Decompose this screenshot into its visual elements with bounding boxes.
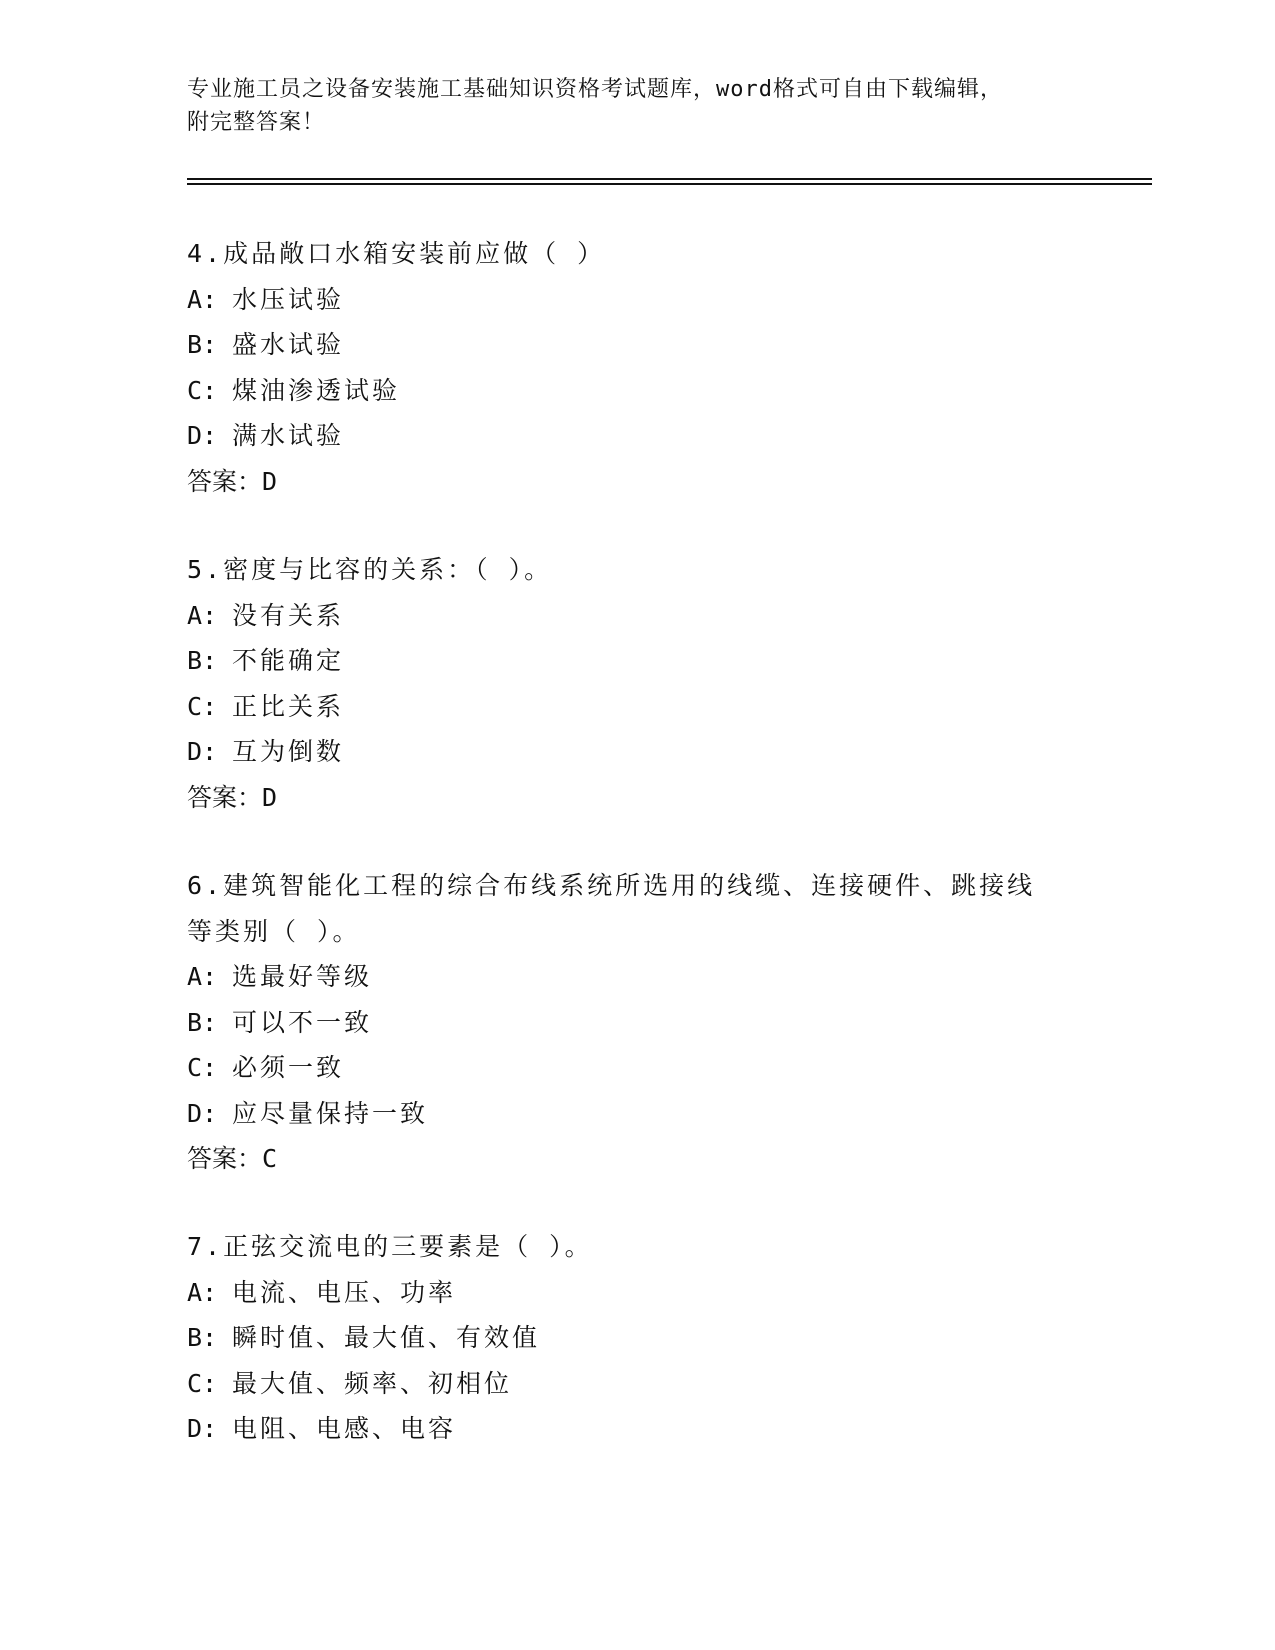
- option-c: [187, 1045, 1087, 1091]
- option-text: 最大值、频率、初相位: [232, 1368, 513, 1398]
- answer-line: [187, 775, 1087, 821]
- header-line-1: 专业施工员之设备安装施工基础知识资格考试题库，word格式可自由下载编辑，: [187, 77, 1003, 102]
- option-text: 必须一致: [232, 1053, 345, 1082]
- option-text: 瞬时值、最大值、有效值: [232, 1323, 541, 1352]
- option-text: 可以不一致: [232, 1007, 373, 1037]
- option-b: [187, 1000, 1087, 1046]
- option-text: 没有关系: [232, 600, 345, 630]
- option-key: A:: [187, 284, 218, 314]
- question-stem: 5.密度与比容的关系：（ ）。: [187, 555, 553, 584]
- header-line-2: 附完整答案！: [187, 110, 326, 135]
- option-d: [187, 1406, 1087, 1452]
- option-c: [187, 368, 1087, 414]
- option-text: 正比关系: [232, 691, 345, 721]
- header-divider-top: [187, 178, 1152, 180]
- option-text: 盛水试验: [232, 330, 345, 359]
- option-text: 电流、电压、功率: [232, 1277, 457, 1307]
- answer-value: C: [262, 1144, 279, 1173]
- answer-line: [187, 1136, 1087, 1182]
- answer-label: 答案：: [187, 782, 263, 812]
- option-c: [187, 1361, 1087, 1407]
- answer-label: 答案：: [187, 1144, 263, 1173]
- option-b: [187, 322, 1087, 368]
- option-b: [187, 1315, 1087, 1361]
- option-d: [187, 729, 1087, 775]
- option-key: C:: [187, 691, 218, 721]
- question-stem: 7.正弦交流电的三要素是（ ）。: [187, 1232, 593, 1261]
- option-key: A:: [187, 600, 218, 630]
- answer-value: D: [262, 782, 279, 812]
- option-key: B:: [187, 646, 218, 675]
- option-text: 应尽量保持一致: [232, 1098, 429, 1128]
- option-key: C:: [187, 1053, 218, 1082]
- header-divider-bottom: [187, 183, 1152, 185]
- question-4: [187, 231, 1087, 504]
- option-b: [187, 638, 1087, 684]
- option-key: A:: [187, 1277, 218, 1307]
- option-d: [187, 1091, 1087, 1137]
- option-text: 不能确定: [232, 646, 345, 675]
- option-text: 电阻、电感、电容: [232, 1414, 457, 1443]
- option-text: 煤油渗透试验: [232, 375, 401, 405]
- option-key: D:: [187, 421, 218, 450]
- option-a: [187, 1270, 1087, 1316]
- option-key: B:: [187, 1323, 218, 1352]
- question-6: [187, 863, 1087, 1182]
- question-7: [187, 1224, 1087, 1452]
- question-stem: 4.成品敞口水箱安装前应做（ ）: [187, 239, 606, 268]
- question-5: [187, 547, 1087, 820]
- option-text: 选最好等级: [232, 962, 373, 991]
- option-a: [187, 954, 1087, 1000]
- option-key: B:: [187, 330, 218, 359]
- option-text: 水压试验: [232, 284, 345, 314]
- answer-line: [187, 459, 1087, 505]
- answer-label: 答案：: [187, 466, 263, 496]
- answer-value: D: [262, 466, 279, 496]
- option-a: [187, 277, 1087, 323]
- option-key: A:: [187, 962, 218, 991]
- option-text: 满水试验: [232, 421, 345, 450]
- option-key: D:: [187, 737, 218, 766]
- question-stem-continued: 等类别（ ）。: [187, 916, 361, 946]
- option-key: D:: [187, 1098, 218, 1128]
- option-c: [187, 684, 1087, 730]
- option-key: C:: [187, 1368, 218, 1398]
- option-a: [187, 593, 1087, 639]
- document-header: [187, 73, 1087, 139]
- question-stem: 6.建筑智能化工程的综合布线系统所选用的线缆、连接硬件、跳接线: [187, 871, 1036, 900]
- option-text: 互为倒数: [232, 737, 345, 766]
- option-key: B:: [187, 1007, 218, 1037]
- option-key: D:: [187, 1414, 218, 1443]
- option-d: [187, 413, 1087, 459]
- option-key: C:: [187, 375, 218, 405]
